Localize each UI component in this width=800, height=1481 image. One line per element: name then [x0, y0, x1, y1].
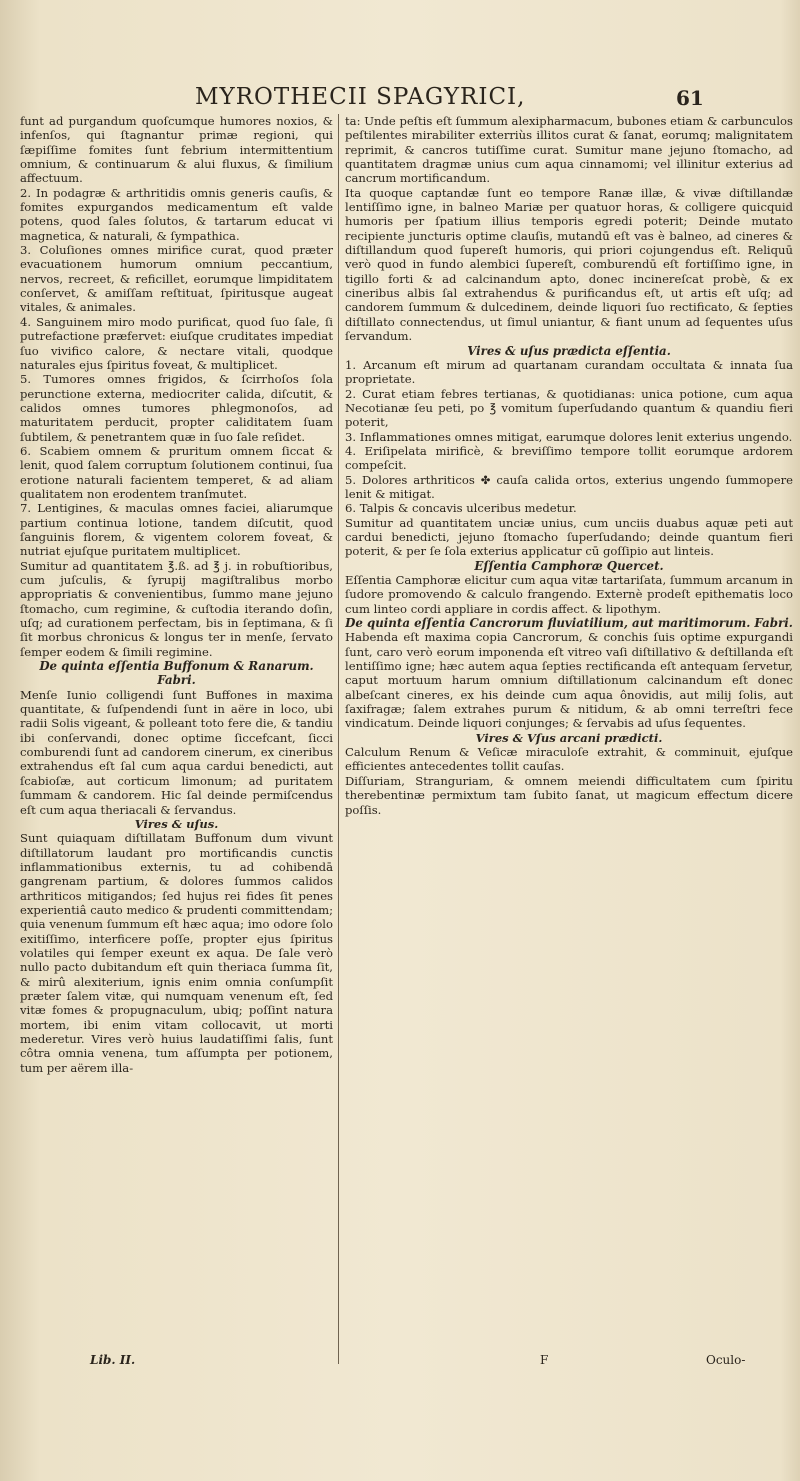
paragraph: Habenda eſt maxima copia Cancrorum, & conchis ſuis optime expurgandi ſunt, caro verò eorum imponenda eſt vitreo vaſi diſtillativo & deſtillanda eſt lentiſſimo igne; hæc autem aqua ſepties rectificanda eſt antequam ſervetur, caput mortuum harum omnium diſtillationum calcinandum eſt donec albeſcant cineres, ex his deinde cum aqua ônovidis, aut milij ſolis, aut ſaxifragæ; ſalem extrahes purum & nitidum, & ab omni terreſtri fece vindicatum. Deinde liquori conjunges; & ſervabis ad uſus ſequentes.	[345, 630, 793, 731]
sheet-mark: F	[540, 1353, 549, 1367]
paragraph: 2. Curat etiam febres tertianas, & quotidianas: unica potione, cum aqua Necotianæ ſeu peti, po ℥ vomitum ſuperſudando quantum & quandiu fieri poterit,	[345, 386, 793, 430]
paragraph: Sunt quiaquam diſtillatam Buffonum dum vivunt diſtillatorum laudant pro mortificandis cunctis inflammationibus externis, tu ad cohibendā gangrenam partium, & dolores ſummos calidos arthriticos mitigandos; ſed hujus rei fides ſit penes experientiâ cauto medico & prudenti committendam; quia venenum ſummum eſt hæc aqua; imo odore ſolo exitiſſimo, interficere poſſe, propter ejus ſpiritus volatiles qui ſemper exeunt ex aqua. De ſale verò nullo pacto dubitandum eſt quin theriaca ſumma ſit, & mirû alexiterium, ignis enim omnia conſumpſit præter ſalem vitæ, qui numquam venenum eſt, ſed vitæ fomes & propugnaculum, ubiq; poſſint natura mortem, ibi enim vitam collocavit, ut morti mederetur. Vires verò huius laudatiſſimi ſalis, ſunt côtra omnia venena, tum aſſumpta per potionem, tum per aërem illa-	[20, 831, 333, 1075]
paragraph: Sumitur ad quantitatem ℥.ß. ad ℥ j. in robuſtioribus, cum juſculis, & ſyrupij magiſtralibus morbo appropriatis & convenientibus, ſummo mane jejuno ſtomacho, cum regimine, & cuſtodia iterando doſin, uſq; ad curationem perfectam, bis in ſeptimana, & ſi ſit morbus chronicus & longus ter in menſe, ſervato ſemper eodem & ſimili regimine.	[20, 558, 333, 659]
paragraph: 7. Lentigines, & maculas omnes faciei, aliarumque partium continua lotione, tandem diſcutit, quod ſanguinis florem, & vigentem colorem foveat, & nutriat ejuſque puritatem multiplicet.	[20, 501, 333, 559]
page-header	[0, 84, 800, 114]
paragraph: 5. Dolores arthriticos ✤ cauſa calida ortos, exterius ungendo ſummopere lenit & mitigat.	[345, 472, 793, 501]
section-heading: Eſſentia Camphoræ Quercet.	[474, 558, 664, 573]
paragraph: 6. Scabiem omnem & pruritum omnem ſiccat & lenit, quod ſalem corruptum ſolutionem continui, ſua erotione naturali facientem temperet, & ad aliam qualitatem non erodentem tranſmutet.	[20, 443, 333, 501]
paragraph: 6. Talpis & concavis ulceribus medetur.	[345, 501, 577, 516]
catchword: Oculo-	[706, 1353, 746, 1367]
paragraph: Calculum Renum & Veſicæ miraculoſe extrahit, & comminuit, ejuſque efficientes antecedentes tollit cauſas.	[345, 745, 793, 774]
paragraph: Menſe Iunio colligendi ſunt Buffones in maxima quantitate, & ſuſpendendi ſunt in aëre in loco, ubi radii Solis vigeant, & polleant toto fere die, & tandiu ibi conſervandi, donec optime ſiccefcant, ſicci comburendi ſunt ad candorem cinerum, ex cineribus extrahendus eſt ſal cum aqua cardui benedicti, aut ſcabioſæ, aut corticum limonum; ad puritatem ſummam & candorem. Hic ſal deinde permiſcendus eſt cum aqua theriacali & ſervandus.	[20, 687, 333, 817]
section-heading: Vires & uſus prædicta eſſentia.	[467, 343, 671, 358]
paragraph: 4. Eriſipelata mirificè, & breviſſimo tempore tollit eorumque ardorem compeſcit.	[345, 443, 793, 473]
paragraph: 4. Sanguinem miro modo purificat, quod ſuo ſale, ſi putrefactione præfervet: eiuſque cruditates impediat ſuo vivifico calore, & nectare vitali, quodque naturales ejus ſpiritus foveat, & multiplicet.	[20, 314, 333, 372]
paragraph: 3. Inflammationes omnes mitigat, earumque dolores lenit exterius ungendo.	[345, 429, 793, 444]
paragraph: 5. Tumores omnes frigidos, & ſcirrhoſos ſola perunctione externa, mediocriter calida, diſcutit, & calidos omnes tumores phlegmonoſos, ad maturitatem perducit, propter caliditatem ſuam ſubtilem, & penetrantem quæ in ſuo ſale reſidet.	[20, 372, 333, 444]
paragraph: 2. In podagræ & arthritidis omnis generis cauſis, & fomites expurgandos medicamentum eſt valde potens, quod ſales ſolutos, & tartarum educat vi magnetica, & naturali, & ſympathica.	[20, 185, 333, 243]
paragraph: ta: Unde peſtis eſt ſummum alexipharmacum, bubones etiam & carbunculos peſtilentes mirabiliter exterriùs illitos curat & ſanat, eorumq; malignitatem reprimit, & cancros tutiſſime curat. Sumitur mane jejuno ſtomacho, ad quantitatem dragmæ unius cum aqua cinnamomi; vel illinitur exterius ad cancrum mortificandum.	[345, 114, 793, 186]
paragraph: Sumitur ad quantitatem unciæ unius, cum unciis duabus aquæ peti aut cardui benedicti, jejuno ſtomacho ſuperſudando; deinde quantum fieri poterit, & per ſe ſola exterius applicatur cū goſſipio aut linteis.	[345, 515, 793, 559]
column-divider	[338, 114, 339, 1364]
subsection-heading: Vires & Vſus arcani prædicti.	[475, 730, 663, 745]
page-number: 61	[676, 86, 704, 110]
paragraph: funt ad purgandum quoſcumque humores noxios, & infenſos, qui ſtagnantur primæ regioni, qui ſæpiſſime fomites ſunt febrium intermittentium omnium, & continuarum & alui fluxus, & ſimilium affectuum.	[20, 114, 333, 186]
subsection-heading: Vires & uſus.	[134, 816, 219, 831]
paragraph: Diſſuriam, Stranguriam, & omnem meiendi difficultatem cum ſpiritu therebentinæ permixtum tam ſubito ſanat, ut magicum effectum dicere poſſis.	[345, 773, 793, 817]
left-column	[20, 114, 333, 1379]
paragraph: Eſſentia Camphoræ elicitur cum aqua vitæ tartariſata, ſummum arcanum in ſudore promovendo & calculo frangendo. Externè prodeſt epithematis loco cum linteo cordi appliare in cordis affect. & lipothym.	[345, 573, 793, 616]
section-heading: De quinta eſſentia Cancrorum fluviatilium, aut maritimorum. Fabri.	[345, 616, 793, 631]
paragraph: 3. Coluſiones omnes mirifice curat, quod præter evacuationem humorum omnium peccantium, nervos, recreet, & reficillet, eorumque limpiditatem conſervet, & amiſſam reſtituat, ſpiritusque augeat vitales, & animales.	[20, 243, 333, 315]
paragraph: 1. Arcanum eſt mirum ad quartanam curandam occultata & innata ſua proprietate.	[345, 357, 793, 387]
right-column	[345, 114, 793, 1379]
signature-mark: Lib. II.	[90, 1353, 136, 1367]
running-head: MYROTHECII SPAGYRICI,	[195, 84, 526, 110]
section-heading: De quinta eſſentia Buffonum & Ranarum. Fabri.	[39, 659, 314, 688]
paragraph: Ita quoque captandæ ſunt eo tempore Ranæ illæ, & vivæ diſtillandæ lentiſſimo igne, in balneo Mariæ per quatuor horas, & colligere quicquid humoris per ſpatium illius temporis egredi poterit; Deinde mutato recipiente juncturis optime clauſis, mutandū eſt vas è balneo, ad cineres & diſtillandum quod ſupereſt humoris, qui priori cojungendus eſt. Reliquū verò quod in fundo alembici ſupereſt, comburendū eſt fortiſſimo igne, in tigillo forti & ad calcinandum apto, donec incinereſcat probè, & ex cineribus albis ſal extrahendus & purificandus eſt, ut artis eſt uſq; ad candorem ſummum & dulcedinem, deinde liquori ſuo rectificato, & ſepties diſtillato connectendus, ut ſimul uniantur, & fiant unum ad ſequentes uſus ſervandum.	[345, 185, 793, 344]
